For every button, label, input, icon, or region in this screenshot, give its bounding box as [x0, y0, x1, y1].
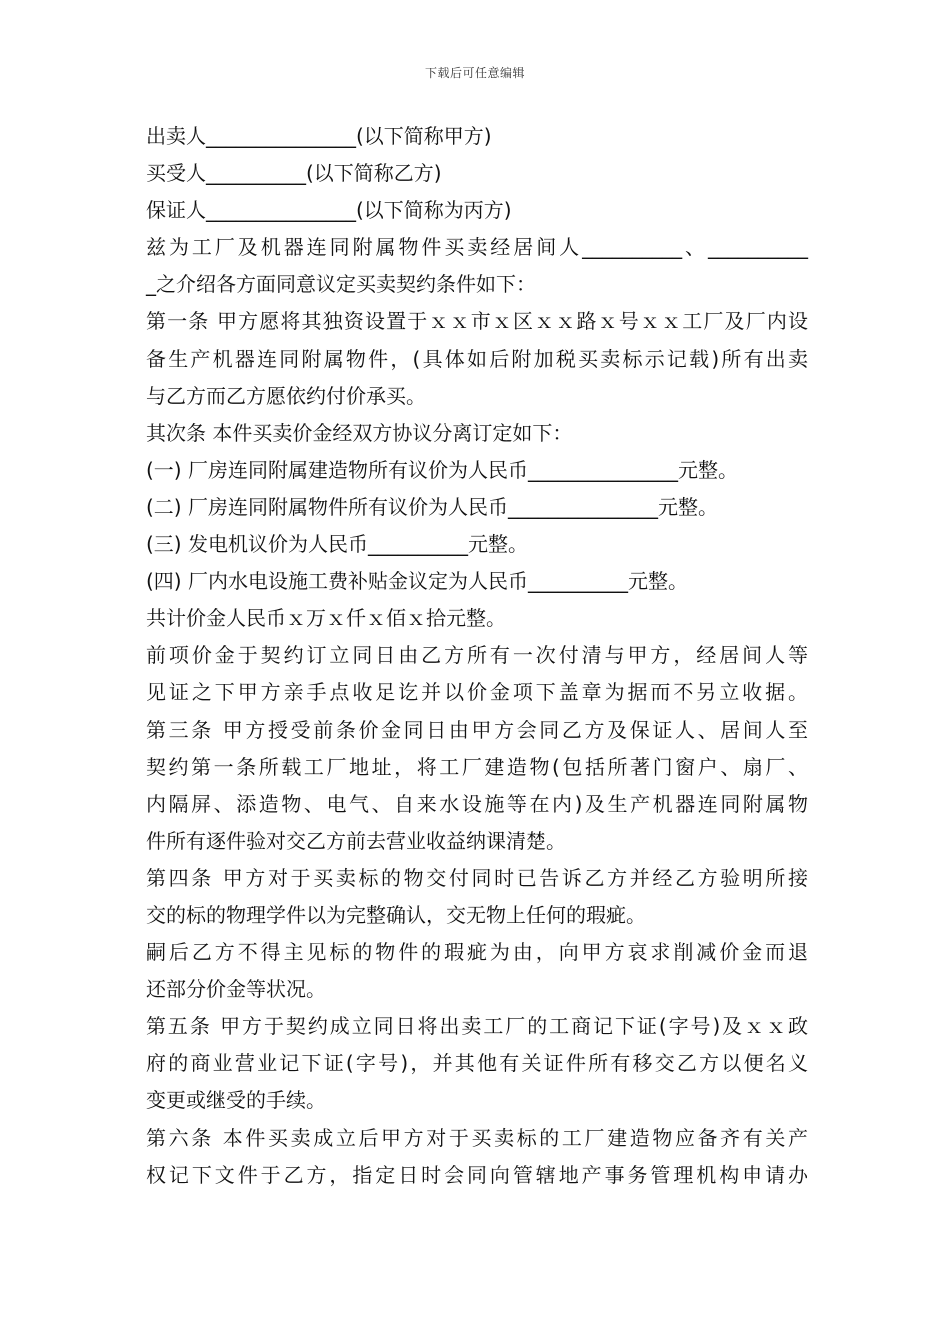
text-line: 见证之下甲方亲手点收足讫并以价金项下盖章为据而不另立收据。 — [146, 680, 808, 705]
text-line: 其次条 本件买卖价金经双方协议分离订定如下： — [146, 420, 573, 445]
text-line: 保证人_______________(以下简称为丙方) — [146, 198, 512, 223]
page-header: 下载后可任意编辑 — [424, 66, 525, 80]
text-line: 变更或继受的手续。 — [146, 1088, 326, 1113]
text-line: 前项价金于契约订立同日由乙方所有一次付清与甲方，经居间人等 — [146, 643, 808, 668]
text-line: (三) 发电机议价为人民币__________元整。 — [146, 532, 528, 557]
contract-body — [146, 118, 808, 1194]
text-line: 契约第一条所载工厂地址，将工厂建造物(包括所著门窗户、扇厂、 — [146, 754, 808, 779]
text-line: 内隔屏、添造物、电气、自来水设施等在内)及生产机器连同附属物 — [146, 791, 808, 816]
text-line: 府的商业营业记下证(字号)，并其他有关证件所有移交乙方以便名义 — [146, 1051, 808, 1076]
text-line: 共计价金人民币ｘ万ｘ仟ｘ佰ｘ拾元整。 — [146, 606, 506, 631]
text-line: 第一条 甲方愿将其独资设置于ｘｘ市ｘ区ｘｘ路ｘ号ｘｘ工厂及厂内设 — [146, 309, 808, 334]
text-line: 备生产机器连同附属物件，(具体如后附加税买卖标示记载)所有出卖 — [146, 346, 808, 371]
text-line: 买受人__________(以下简称乙方) — [146, 161, 442, 186]
text-line: 第五条 甲方于契约成立同日将出卖工厂的工商记下证(字号)及ｘｘ政 — [146, 1014, 808, 1039]
text-line: 与乙方而乙方愿依约付价承买。 — [146, 383, 426, 408]
text-line: 出卖人_______________(以下简称甲方) — [146, 124, 492, 148]
text-line: 权记下文件于乙方，指定日时会同向管辖地产事务管理机构申请办 — [146, 1162, 808, 1187]
text-line: (一) 厂房连同附属建造物所有议价为人民币_______________元整。 — [146, 457, 738, 482]
text-line: 第三条 甲方授受前条价金同日由甲方会同乙方及保证人、居间人至 — [146, 717, 808, 742]
text-line: 件所有逐件验对交乙方前去营业收益纳课清楚。 — [146, 828, 566, 853]
text-line: (二) 厂房连同附属物件所有议价为人民币_______________元整。 — [146, 494, 718, 519]
text-line: 交的标的物理学件以为完整确认，交无物上任何的瑕疵。 — [146, 902, 646, 927]
text-line: _之介绍各方面同意议定买卖契约条件如下： — [146, 272, 536, 297]
text-line: 还部分价金等状况。 — [146, 977, 326, 1002]
text-line: 兹为工厂及机器连同附属物件买卖经居间人__________、__________ — [146, 235, 808, 260]
text-line: 第六条 本件买卖成立后甲方对于买卖标的工厂建造物应备齐有关产 — [146, 1125, 808, 1150]
text-line: (四) 厂内水电设施工费补贴金议定为人民币__________元整。 — [146, 569, 688, 594]
text-line: 嗣后乙方不得主见标的物件的瑕疵为由，向甲方哀求削减价金而退 — [146, 940, 808, 965]
text-line: 第四条 甲方对于买卖标的物交付同时已告诉乙方并经乙方验明所接 — [146, 865, 808, 890]
